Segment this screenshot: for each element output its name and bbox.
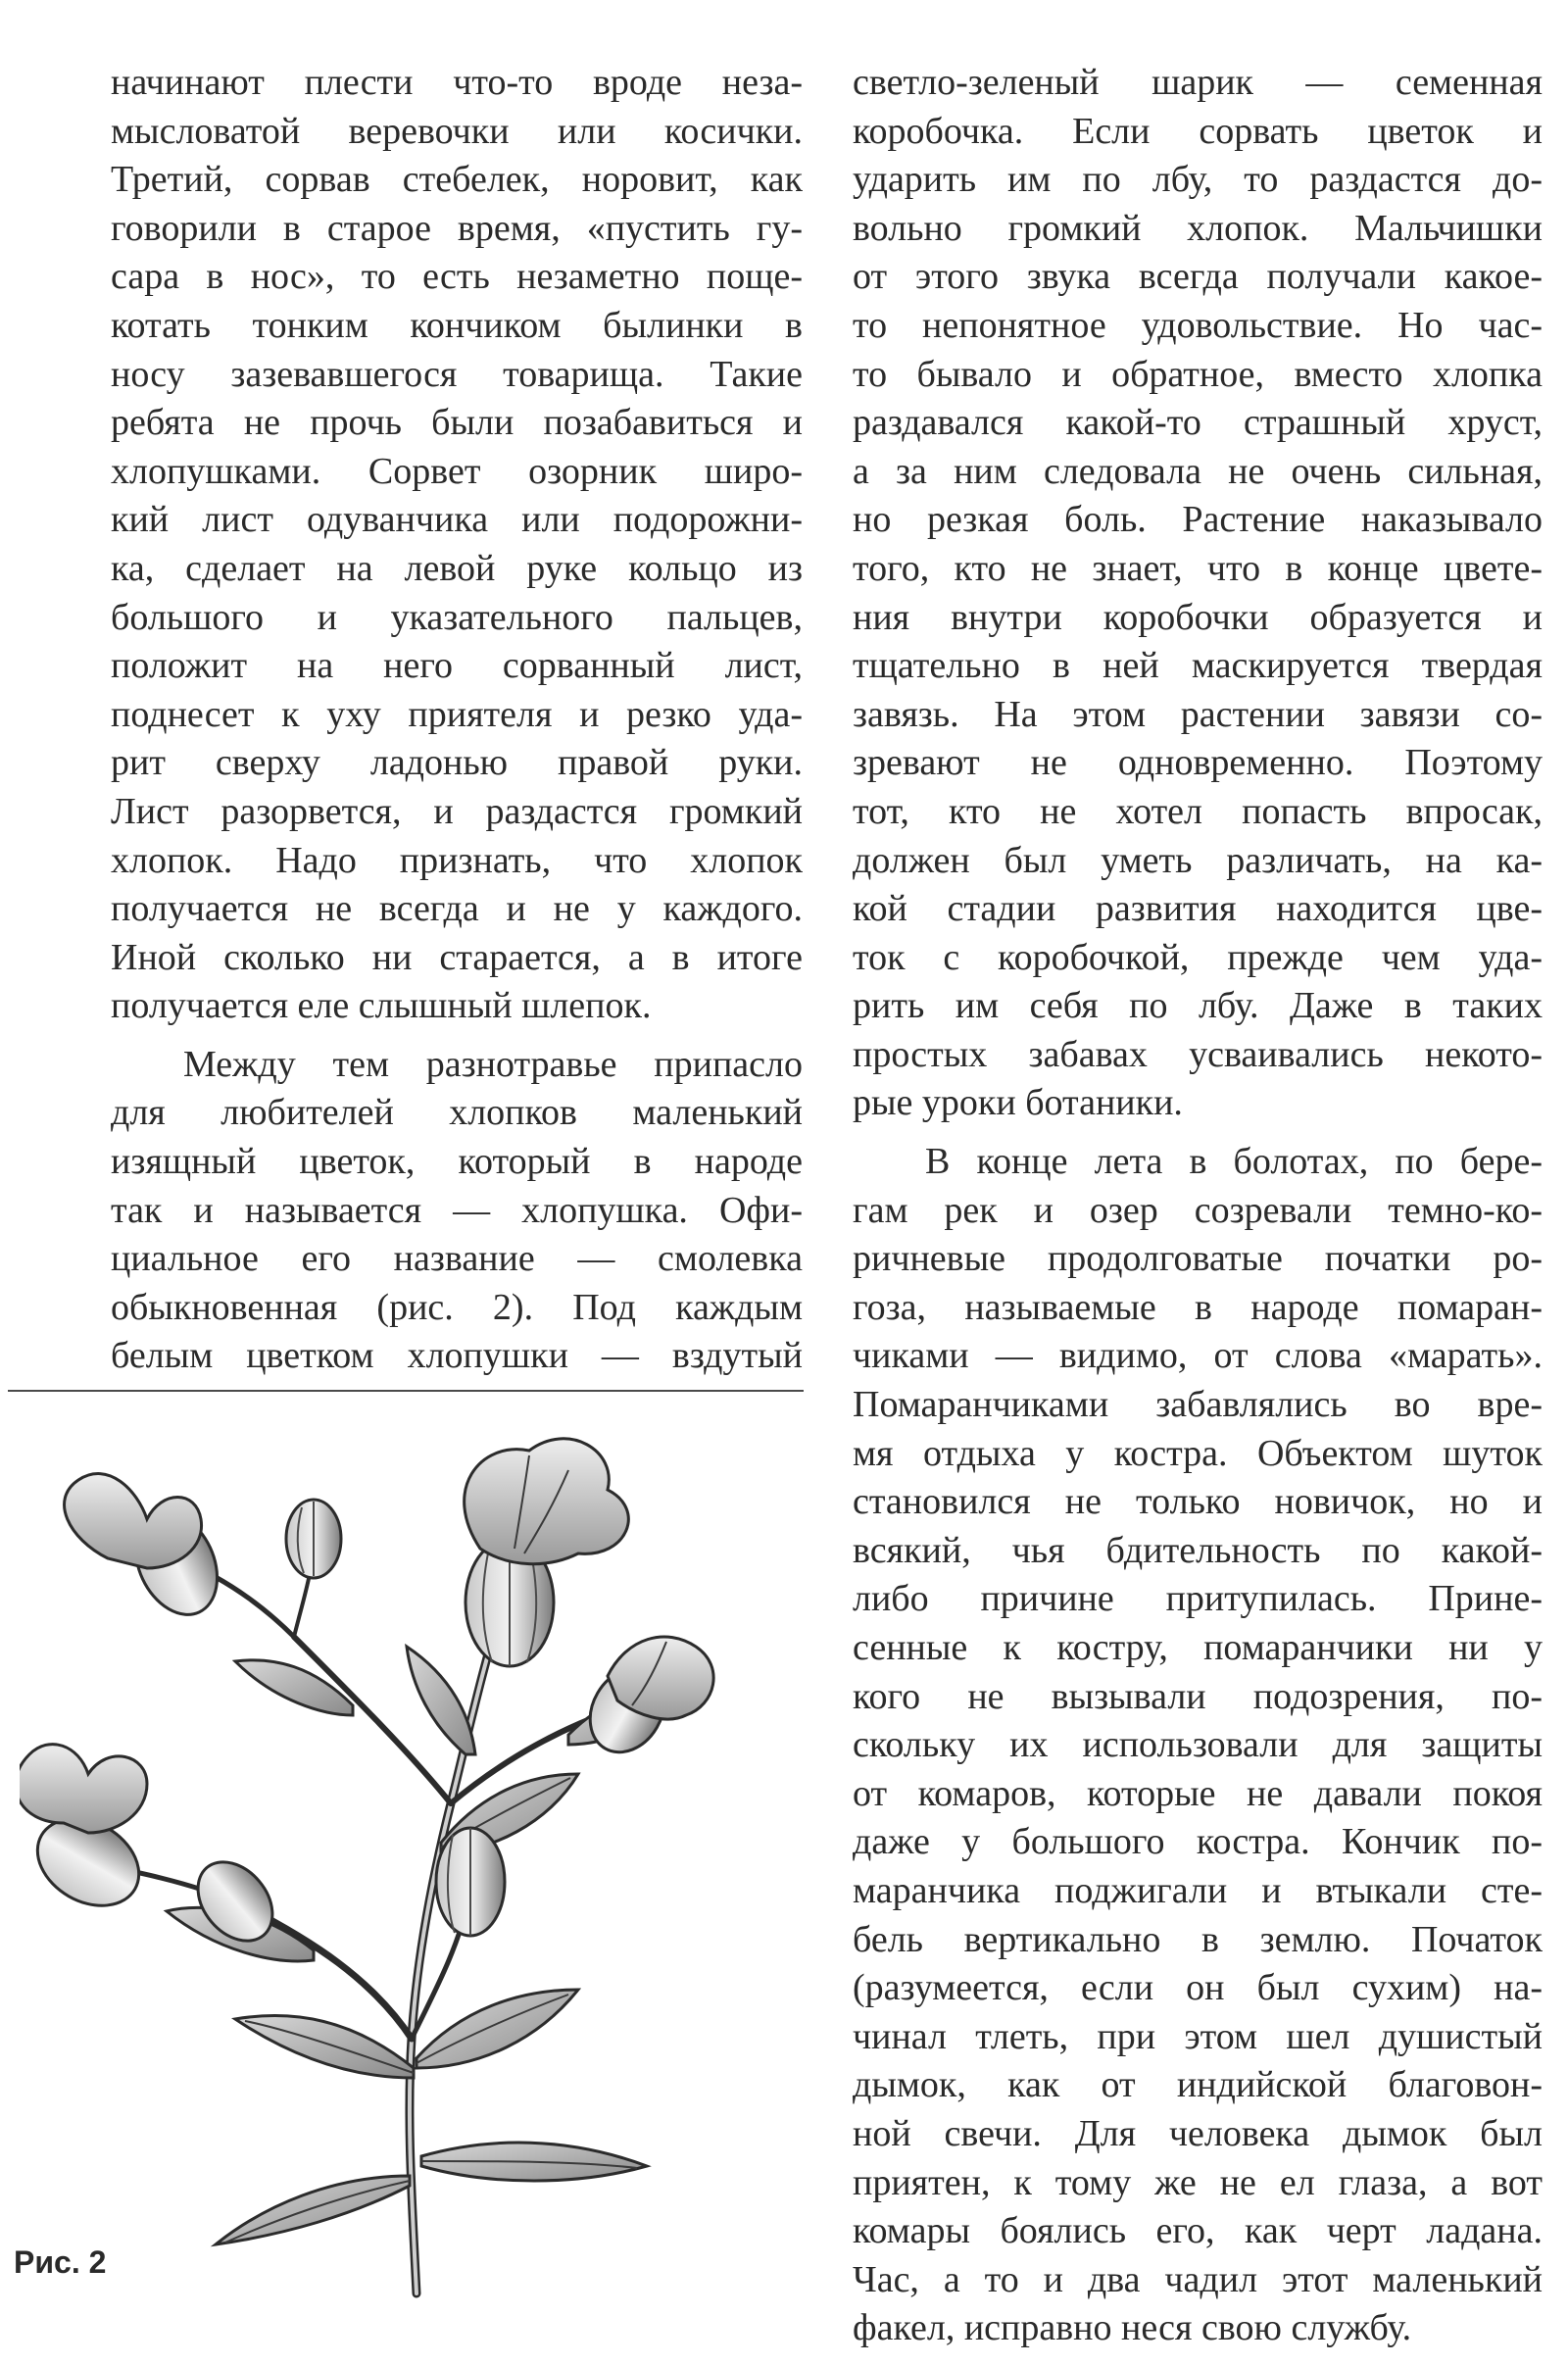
text-line: начинают плести что-то вроде неза- xyxy=(111,62,803,103)
text-line: либо причине притупилась. Прине- xyxy=(853,1578,1543,1620)
text-line: изящный цветок, который в народе xyxy=(111,1141,803,1183)
text-line: от комаров, которые не давали покоя xyxy=(853,1772,1543,1814)
text-line: ричневые продолговатые початки ро- xyxy=(853,1238,1543,1280)
text-line: даже у большого костра. Кончик по- xyxy=(853,1821,1543,1863)
text-line: положит на него сорванный лист, xyxy=(111,645,803,687)
text-line: кой стадии развития находится цве- xyxy=(853,888,1543,930)
paragraph xyxy=(111,59,803,1031)
text-line: для любителей хлопков маленький xyxy=(111,1092,803,1134)
text-line: гоза, называемые в народе помаран- xyxy=(853,1286,1543,1328)
text-line: Иной сколько ни старается, а в итоге xyxy=(111,936,803,978)
text-line: тот, кто не хотел попасть впросак, xyxy=(853,790,1543,832)
text-line: сара в нос», то есть незаметно поще- xyxy=(111,256,803,298)
text-line: от этого звука всегда получали какое- xyxy=(853,256,1543,298)
paragraph xyxy=(853,1138,1543,2353)
text-line: чинал тлеть, при этом шел душистый xyxy=(853,2015,1543,2057)
text-line: так и называется — хлопушка. Офи- xyxy=(111,1189,803,1231)
text-line: мысловатой веревочки или косички. xyxy=(111,110,803,152)
text-line: белым цветком хлопушки — вздутый xyxy=(111,1335,803,1377)
left-text-column xyxy=(111,59,803,1381)
text-line: обыкновенная (рис. 2). Под каждым xyxy=(111,1286,803,1328)
text-line: факел, исправно неся свою службу. xyxy=(853,2307,1412,2349)
text-line: циальное его название — смолевка xyxy=(111,1238,803,1280)
paragraph xyxy=(111,1041,803,1381)
text-line: получается не всегда и не у каждого. xyxy=(111,888,803,930)
text-line: Помаранчиками забавлялись во вре- xyxy=(853,1384,1543,1426)
text-line: ток с коробочкой, прежде чем уда- xyxy=(853,936,1543,978)
text-line: ния внутри коробочки образуется и xyxy=(853,596,1543,638)
text-line: кий лист одуванчика или подорожни- xyxy=(111,499,803,541)
text-line: скольку их использовали для защиты xyxy=(853,1724,1543,1766)
text-line: зревают не одновременно. Поэтому xyxy=(853,742,1543,784)
text-line: котать тонким кончиком былинки в xyxy=(111,304,803,346)
text-line: гам рек и озер созревали темно-ко- xyxy=(853,1189,1543,1231)
paragraph xyxy=(853,59,1543,1128)
text-line: Между тем разнотравье припасло xyxy=(183,1043,803,1085)
text-line: бель вертикально в землю. Початок xyxy=(853,1918,1543,1960)
text-line: ударить им по лбу, то раздастся до- xyxy=(853,159,1543,201)
right-text-column xyxy=(853,59,1543,2353)
text-line: мя отдыха у костра. Объектом шуток xyxy=(853,1432,1543,1474)
text-line: хлопок. Надо признать, что хлопок xyxy=(111,839,803,881)
text-line: то бывало и обратное, вместо хлопка xyxy=(853,353,1543,395)
text-line: ка, сделает на левой руке кольцо из xyxy=(111,547,803,589)
text-line: большого и указательного пальцев, xyxy=(111,596,803,638)
text-line: должен был уметь различать, на ка- xyxy=(853,839,1543,881)
text-line: то непонятное удовольствие. Но час- xyxy=(853,304,1543,346)
text-line: кого не вызывали подозрения, по- xyxy=(853,1675,1543,1717)
text-line: вольно громкий хлопок. Мальчишки xyxy=(853,207,1543,249)
text-line: дымок, как от индийской благовон- xyxy=(853,2064,1543,2106)
text-line: говорили в старое время, «пустить гу- xyxy=(111,207,803,249)
text-line: рые уроки ботаники. xyxy=(853,1082,1183,1124)
text-line: рить им себя по лбу. Даже в таких xyxy=(853,985,1543,1027)
text-line: хлопушками. Сорвет озорник широ- xyxy=(111,450,803,492)
text-line: тщательно в ней маскируется твердая xyxy=(853,645,1543,687)
text-line: ребята не прочь были позабавиться и xyxy=(111,402,803,444)
text-line: В конце лета в болотах, по бере- xyxy=(925,1141,1543,1183)
text-line: но резкая боль. Растение наказывало xyxy=(853,499,1543,541)
text-line: комары боялись его, как черт ладана. xyxy=(853,2210,1543,2252)
text-line: носу зазевавшегося товарища. Такие xyxy=(111,353,803,395)
text-line: всякий, чья бдительность по какой- xyxy=(853,1529,1543,1571)
text-line: становился не только новичок, но и xyxy=(853,1481,1543,1523)
text-line: получается еле слышный шлепок. xyxy=(111,985,652,1027)
text-line: (разумеется, если он был сухим) на- xyxy=(853,1967,1543,2009)
text-line: светло-зеленый шарик — семенная xyxy=(853,62,1543,103)
text-line: Лист разорвется, и раздастся громкий xyxy=(111,790,803,832)
text-line: маранчика поджигали и втыкали сте- xyxy=(853,1869,1543,1911)
text-line: Час, а то и два чадил этот маленький xyxy=(853,2258,1543,2300)
text-line: раздавался какой-то страшный хруст, xyxy=(853,402,1543,444)
text-line: ной свечи. Для человека дымок был xyxy=(853,2112,1543,2154)
text-line: того, кто не знает, что в конце цвете- xyxy=(853,547,1543,589)
text-line: сенные к костру, помаранчики ни у xyxy=(853,1627,1543,1668)
figure-caption: Рис. 2 xyxy=(14,2244,107,2280)
text-line: рит сверху ладонью правой руки. xyxy=(111,742,803,784)
text-line: завязь. На этом растении завязи со- xyxy=(853,693,1543,735)
text-line: Третий, сорвав стебелек, норовит, как xyxy=(111,159,803,201)
text-line: а за ним следовала не очень сильная, xyxy=(853,450,1543,492)
text-line: поднесет к уху приятеля и резко уда- xyxy=(111,693,803,735)
text-line: простых забавах усваивались некото- xyxy=(853,1033,1543,1075)
text-line: чиками — видимо, от слова «марать». xyxy=(853,1335,1543,1377)
figure-divider xyxy=(8,1390,804,1392)
text-line: коробочка. Если сорвать цветок и xyxy=(853,110,1543,152)
silene-flower-illustration xyxy=(20,1431,804,2313)
text-line: приятен, к тому же не ел глаза, а вот xyxy=(853,2161,1543,2203)
